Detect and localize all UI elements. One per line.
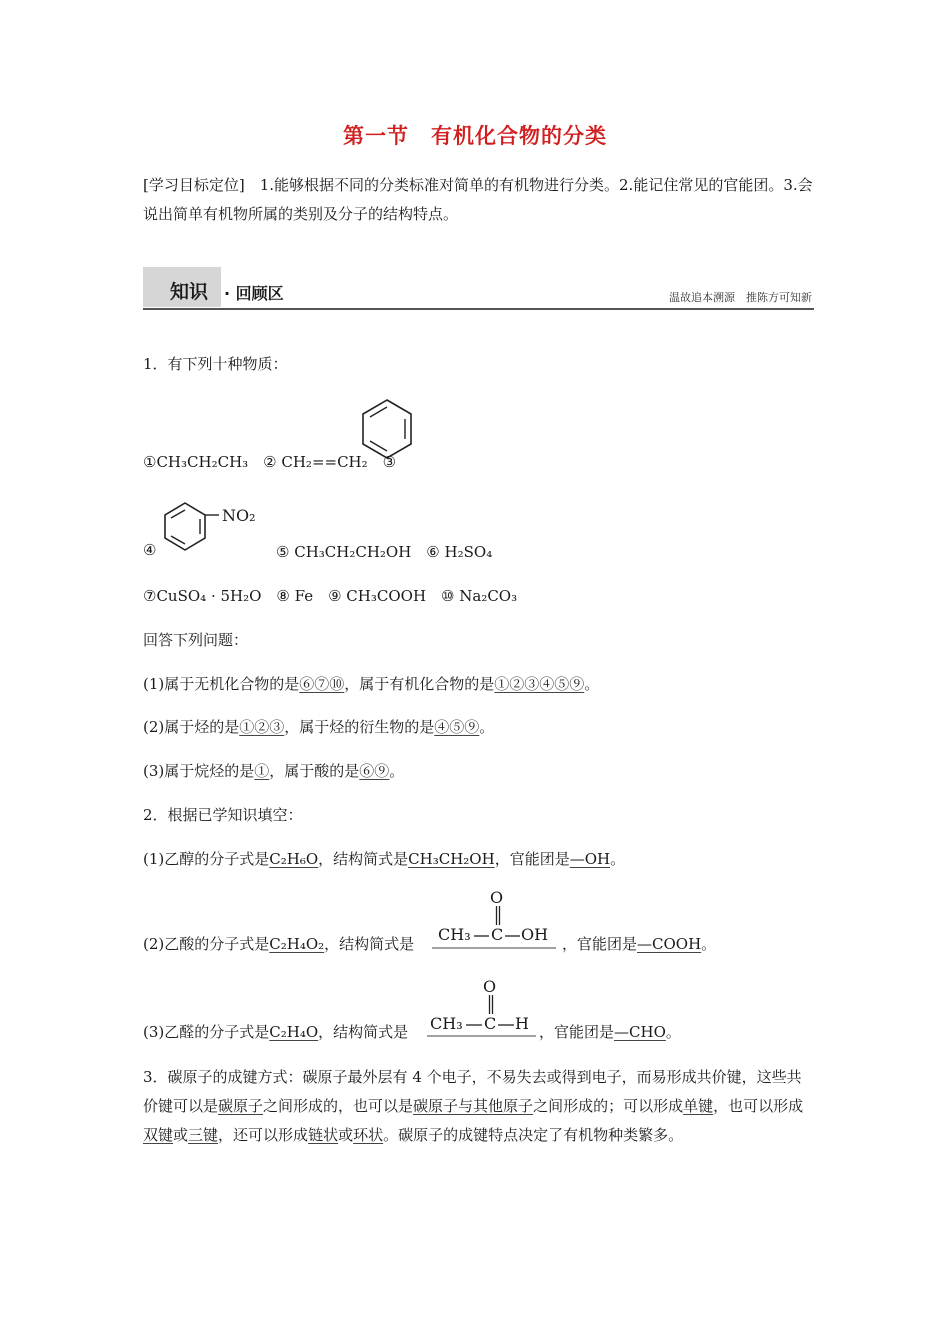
- answer-blank: C₂H₄O₂: [269, 935, 325, 953]
- answer-blank: ①: [254, 762, 270, 780]
- q2-intro: 2．根据已学知识填空：: [143, 806, 303, 824]
- q2-answer-3-left: (3)乙醛的分子式是C₂H₄O，结构简式是: [143, 1023, 409, 1041]
- section-divider: [143, 308, 814, 310]
- answer-blank: 单键: [683, 1097, 714, 1115]
- acetaldehyde-double-bond-icon: [488, 995, 494, 1015]
- q1-answer-3: (3)属于烷烃的是①，属于酸的是⑥⑨。: [143, 762, 405, 780]
- nitro-group-label: NO₂: [222, 506, 256, 525]
- acetaldehyde-oxygen-label: O: [483, 977, 497, 996]
- acetic-bond-1-icon: [474, 934, 490, 938]
- acetic-underline: [432, 947, 557, 950]
- q1-row1: ①CH₃CH₂CH₃ ② CH₂==CH₂ ③: [143, 453, 397, 471]
- acetaldehyde-tail-label: H: [515, 1014, 529, 1033]
- answer-blank: ④⑤⑨: [434, 718, 480, 736]
- q1-answer-1: (1)属于无机化合物的是⑥⑦⑩，属于有机化合物的是①②③④⑤⑨。: [143, 675, 600, 693]
- answer-blank: ①②③: [239, 718, 285, 736]
- answer-blank: —OH: [569, 850, 611, 868]
- acetaldehyde-carbon-label: C: [484, 1014, 497, 1033]
- section-banner-motto: 温故追本溯源 推陈方可知新: [669, 291, 812, 304]
- acetaldehyde-bond-1-icon: [466, 1023, 483, 1027]
- answer-blank: 三键: [188, 1126, 219, 1144]
- answer-blank: 双键: [143, 1126, 174, 1144]
- acetic-bond-2-icon: [505, 934, 521, 938]
- q1-intro: 1．有下列十种物质：: [143, 355, 288, 373]
- answer-blank: C₂H₆O: [269, 850, 319, 868]
- q2-answer-1: (1)乙醇的分子式是C₂H₆O，结构简式是CH₃CH₂OH，官能团是—OH。: [143, 850, 626, 868]
- answer-blank: 碳原子与其他原子: [413, 1097, 534, 1115]
- acetic-tail-label: OH: [521, 925, 549, 944]
- answer-blank: —CHO: [614, 1023, 666, 1041]
- answer-blank: 碳原子: [218, 1097, 264, 1115]
- answer-blank: 环状: [353, 1126, 384, 1144]
- answer-blank: ⑥⑦⑩: [299, 675, 345, 693]
- acetic-double-bond-icon: [495, 906, 501, 926]
- acetaldehyde-bond-2-icon: [498, 1023, 515, 1027]
- section-banner-title: 知识: [170, 281, 209, 303]
- answer-blank: CH₃CH₂OH: [408, 850, 495, 868]
- q1-answer-2: (2)属于烃的是①②③，属于烃的衍生物的是④⑤⑨。: [143, 718, 495, 736]
- q1-row3: ⑦CuSO₄ · 5H₂O ⑧ Fe ⑨ CH₃COOH ⑩ Na₂CO₃: [143, 587, 518, 605]
- answer-blank: C₂H₄O: [269, 1023, 319, 1041]
- acetaldehyde-ch3-label: CH₃: [430, 1014, 463, 1033]
- q2-answer-2-left: (2)乙酸的分子式是C₂H₄O₂，结构简式是: [143, 935, 415, 953]
- q1-row2: ⑤ CH₃CH₂CH₂OH ⑥ H₂SO₄: [276, 543, 493, 561]
- nitrobenzene-structure-icon: [163, 500, 223, 560]
- acetaldehyde-underline: [427, 1035, 537, 1038]
- q1-ask: 回答下列问题：: [143, 631, 249, 649]
- answer-blank: ⑥⑨: [359, 762, 390, 780]
- acetic-ch3-label: CH₃: [438, 925, 471, 944]
- answer-blank: —COOH: [637, 935, 702, 953]
- page-title: 第一节 有机化合物的分类: [343, 124, 607, 148]
- q1-row2-label: ④: [143, 541, 157, 559]
- answer-blank: 链状: [308, 1126, 339, 1144]
- q2-answer-2-right: ，官能团是—COOH。: [562, 935, 717, 953]
- section-banner-subtitle: · 回顾区: [224, 284, 284, 303]
- acetic-carbon-label: C: [491, 925, 504, 944]
- answer-blank: ①②③④⑤⑨: [494, 675, 585, 693]
- learning-goals: [学习目标定位] 1.能够根据不同的分类标准对简单的有机物进行分类。2.能记住常见的官能团。3.会说出简单有机物所属的类别及分子的结构特点。: [143, 176, 813, 223]
- q2-answer-3-right: ，官能团是—CHO。: [539, 1023, 681, 1041]
- q3-paragraph: 3．碳原子的成键方式：碳原子最外层有 4 个电子，不易失去或得到电子，而易形成共价键，这些共价键可以是碳原子之间形成的，也可以是碳原子与其他原子之间形成的；可以形成单键，也可以形成双键或三键，还可以形成链状或环状。碳原子的成键特点决定了有机物种类繁多。: [143, 1068, 804, 1144]
- acetic-oxygen-label: O: [490, 888, 504, 907]
